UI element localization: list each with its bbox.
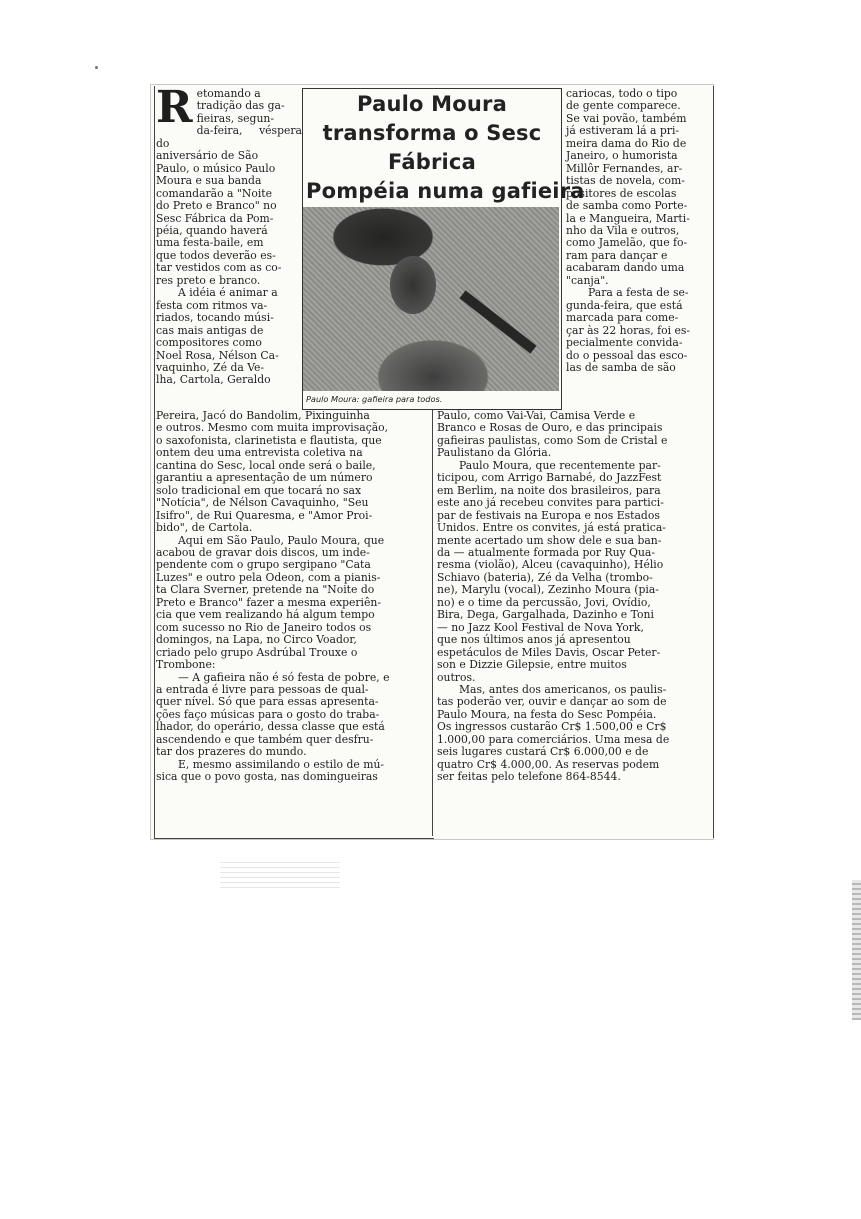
paragraph-paulo: Paulo, como Vai-Vai, Camisa Verde e Branco e Rosas de Ouro, e das principais gafieiras paulistas, como Som de Cristal e Paulistano da Glória. [437, 409, 668, 460]
column-2-lower [437, 410, 710, 784]
photo-caption: Paulo Moura: gafieira para todos. [306, 394, 443, 404]
bottom-rule-left [154, 838, 434, 839]
saxophone-shape [459, 290, 536, 353]
scan-speck [95, 66, 98, 69]
headline-line-4: Pompéia numa gafieira [306, 179, 585, 203]
headline-line-3: Fábrica [388, 150, 476, 174]
column-1-lower [156, 410, 428, 784]
drop-cap: R [156, 82, 193, 133]
column-3-upper [566, 88, 712, 374]
headline-line-2: transforma o Sesc [322, 121, 542, 145]
headline [306, 90, 585, 206]
headline-line-1: Paulo Moura [357, 92, 507, 116]
lower-column-rule [432, 410, 433, 836]
paragraph-quote: — A gafieira não é só festa de pobre, e a entrada é livre para pessoas de qual- quer nível. Só que para essas apresenta- ções faço músicas para o gosto do traba- lhador, do operário, dessa classe que está ascendendo e que também quer desfru- tar dos prazeres do mundo. [156, 670, 390, 759]
paragraph-aqui: Aqui em São Paulo, Paulo Moura, que acabou de gravar dois discos, um inde- pendente com o grupo sergipano "Cata Luzes" e outro pela Odeon, com a pianis- ta Clara Sverner, pretende na "Noite do Preto e Branco" fazer a mesma experiên- cia que vem realizando há algum tempo com sucesso no Rio de Janeiro todos os domingos, na Lapa, no Circo Voador, criado pelo grupo Asdrúbal Trouxe o Trombone: [156, 533, 385, 672]
paragraph-cariocas: cariocas, todo o tipo de gente comparece. Se vai povão, também já estiveram lá a pri- meira dama do Rio de Janeiro, o humorista Millôr Fernandes, ar- tistas de novela, com- positores de escolas de samba como Porte- la e Mangueira, Marti- nho da Vila e outros, como Jamelão, que fo- ram para dançar e acabaram dando uma "canja". [566, 87, 690, 287]
column-1-upper [156, 82, 302, 387]
photo-paulo-moura [303, 207, 559, 391]
left-border-rule [154, 86, 155, 838]
lead-paragraph-text: etomando a tradição das ga- fieiras, segun- da-feira, véspera do aniversário de São Paulo, o músico Paulo Moura e sua banda comandarão a "Noite do Preto e Branco" no Sesc Fábrica da Pom- péia, quando haverá uma festa-baile, em que todos deverão es- tar vestidos com as co- res preto e branco. [156, 87, 302, 287]
paragraph-ingressos: Mas, antes dos americanos, os paulis- tas poderão ver, ouvir e dançar ao som de Paulo Moura, na festa do Sesc Pompéia. Os ingressos custarão Cr$ 1.500,00 e Cr$ 1.000,00 para comerciários. Uma mesa de seis lugares custará Cr$ 6.000,00 e de quatro Cr$ 4.000,00. As reservas podem ser feitas pelo telefone 864-8544. [437, 682, 670, 784]
paragraph-festa: Para a festa de se- gunda-feira, que está marcada para come- çar às 22 horas, foi es- pecialmente convida- do o pessoal das esco- las de samba de são [566, 286, 691, 374]
lead-paragraph [156, 82, 302, 287]
paragraph-2: A idéia é animar a festa com ritmos va- riados, tocando músi- cas mais antigas de compositores como Noel Rosa, Nélson Ca- vaquinho, Zé da Ve- lha, Cartola, Geraldo [156, 286, 279, 387]
bleed-through-smudge [220, 862, 340, 892]
paragraph-jazzfest: Paulo Moura, que recentemente par- ticipou, com Arrigo Barnabé, do JazzFest em Berlim, na noite dos brasileiros, para este ano já recebeu convites para partici- par de festivais na Europa e nos Estados Unidos. Entre os convites, já está pratica- mente acertado um show dele e sua ban- da — atualmente formada por Ruy Qua- resma (violão), Alceu (cavaquinho), Hélio Schiavo (bateria), Zé da Velha (trombo- ne), Marylu (vocal), Zezinho Moura (pia- no) e o time da percussão, Jovi, Ovídio, Bira, Dega, Gargalhada, Dazinho e Toni — no Jazz Kool Festival de Nova York, que nos últimos anos já apresentou espetáculos de Miles Davis, Oscar Peter- son e Dizzie Gilepsie, entre muitos outros. [437, 458, 666, 684]
right-border-rule [713, 86, 714, 838]
paragraph-mesmo: E, mesmo assimilando o estilo de mú- sica que o povo gosta, nas domingueiras [156, 757, 385, 784]
scan-edge-mark [852, 880, 861, 1020]
paragraph-pereira: Pereira, Jacó do Bandolim, Pixinguinha e outros. Mesmo com muita improvisação, o saxofonista, clarinetista e flautista, que ontem deu uma entrevista coletiva na cantina do Sesc, local onde será o baile, garantiu a apresentação de um número solo tradicional em que tocará no sax "Notícia", de Nélson Cavaquinho, "Seu Isifro", de Rui Quaresma, e "Amor Proi- bido", de Cartola. [156, 409, 389, 535]
